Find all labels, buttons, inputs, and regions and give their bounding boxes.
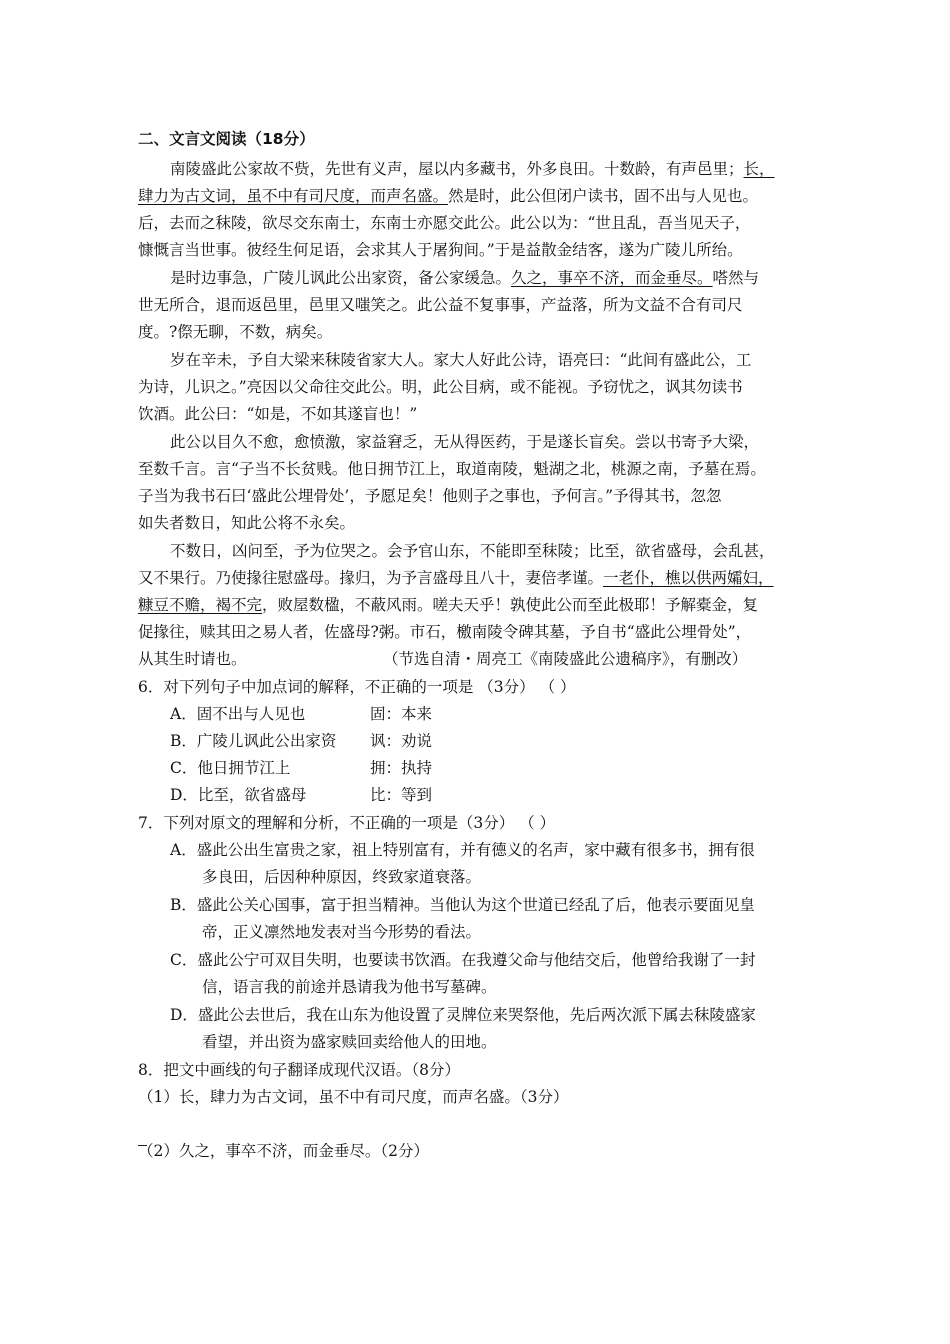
passage-line: 如失者数日，知此公将不永矣。 [138, 514, 356, 532]
q6-option-c-gloss: 拥：执持 [370, 759, 433, 777]
passage-line: 岁在辛未，予自大梁来秣陵省家大人。家大人好此公诗，语亮曰：“此间有盛此公，工 [170, 351, 752, 369]
passage-line: 后，去而之秣陵，欲尽交东南士，东南士亦愿交此公。此公以为：“世且乱，吾当见天子， [138, 214, 751, 232]
underlined-sentence: 糠豆不赡，褐不完 [138, 596, 263, 614]
passage-line: 肆力为古文词，虽不中有司尺度，而声名盛。然是时，此公但闭户读书，固不出与人见也。 [138, 187, 759, 205]
underlined-sentence: 一老仆，樵以供两孀妇， [603, 569, 774, 587]
q6-option-d: D．比至，欲省盛母 [170, 786, 307, 804]
passage-line: 世无所合，退而返邑里，邑里又嗤笑之。此公益不复事事，产益落，所为文益不合有司尺 [138, 296, 743, 314]
q6-option-c: C．他日拥节江上 [170, 759, 291, 777]
question-6-stem: 6．对下列句子中加点词的解释，不正确的一项是 （3分） （ ） [138, 678, 576, 696]
passage-line: 至数千言。言“子当不长贫贱。他日拥节江上，取道南陵，魁湖之北，桃源之南，予墓在焉。 [138, 460, 766, 478]
passage-source: （节选自清・周亮工《南陵盛此公遗稿序》，有删改） [383, 650, 748, 668]
q7-option-b-cont: 帝，正义凛然地发表对当今形势的看法。 [202, 923, 482, 941]
q7-option-b: B．盛此公关心国事，富于担当精神。当他认为这个世道已经乱了后，他表示要面见皇 [170, 896, 755, 914]
q6-option-a: A．固不出与人见也 [170, 705, 306, 723]
passage-line: 糠豆不赡，褐不完，败屋数楹，不蔽风雨。嗟夫天乎！孰使此公而至此极耶！予解橐金，复 [138, 596, 759, 614]
q7-option-a-cont: 多良田，后因种种原因，终致家道衰落。 [202, 868, 482, 886]
q7-option-c-cont: 信，语言我的前途并恳请我为他书写墓碑。 [202, 978, 497, 996]
passage-line: 此公以目久不愈，愈愤激，家益窘乏，无从得医药，于是遂长盲矣。尝以书寄予大梁， [170, 433, 760, 451]
q8-item-2: （2）久之，事卒不济，而金垂尽。（2分） [138, 1142, 429, 1160]
q7-option-a: A．盛此公出生富贵之家，祖上特别富有，并有德义的名声，家中藏有很多书，拥有很 [170, 841, 755, 859]
passage-line: 饮酒。此公曰：“如是，不如其遂盲也！” [138, 405, 418, 423]
passage-line: 子当为我书石曰‘盛此公埋骨处’，予愿足矣！他则子之事也，予何言。”予得其书，忽忽 [138, 487, 722, 505]
q7-option-d: D．盛此公去世后，我在山东为他设置了灵牌位来哭祭他，先后两次派下属去秣陵盛家 [170, 1006, 756, 1024]
question-8-stem: 8．把文中画线的句子翻译成现代汉语。（8分） [138, 1061, 460, 1079]
q6-option-b: B．广陵儿讽此公出家资 [170, 732, 337, 750]
passage-line: 是时边事急，广陵儿讽此公出家资，备公家缓急。久之，事卒不济，而金垂尽。嗒然与 [170, 269, 760, 287]
passage-line: 促掾往，赎其田之易人者，佐盛母?粥。市石，檄南陵令碑其墓，予自书“盛此公埋骨处”， [138, 623, 752, 641]
passage-line: 从其生时请也。 [138, 650, 247, 668]
passage-line: 为诗，儿识之。”亮因以父命往交此公。明，此公目病，或不能视。予窃忧之，讽其勿读书 [138, 378, 743, 396]
q7-option-d-cont: 看望，并出资为盛家赎回卖给他人的田地。 [202, 1033, 497, 1051]
passage-line: 南陵盛此公家故不赀，先世有义声，屋以内多藏书，外多良田。十数龄，有声邑里；长， [170, 160, 775, 178]
underlined-sentence: 肆力为古文词，虽不中有司尺度，而声名盛。 [138, 187, 449, 205]
q6-option-a-gloss: 固：本来 [370, 705, 433, 723]
q7-option-c: C．盛此公宁可双目失明，也要读书饮酒。在我遵父命与他结交后，他曾给我谢了一封 [170, 951, 756, 969]
passage-line: 不数日，凶问至，予为位哭之。会予官山东，不能即至秣陵；比至，欲省盛母，会乱甚， [170, 542, 775, 560]
underlined-sentence: 长， [743, 160, 775, 178]
passage-line: 又不果行。乃使掾往慰盛母。掾归，为予言盛母且八十，妻倍孝谨。一老仆，樵以供两孀妇， [138, 569, 774, 587]
q8-item-1: （1）长，肆力为古文词，虽不中有司尺度，而声名盛。（3分） [138, 1088, 569, 1106]
passage-line: 度。?傺无聊，不数，病矣。 [138, 323, 333, 341]
passage-line: 慷慨言当世事。彼经生何足语，会求其人于屠狗间。”于是益散金结客，遂为广陵儿所绐。 [138, 241, 743, 259]
q6-option-b-gloss: 讽：劝说 [370, 732, 433, 750]
section-title: 二、文言文阅读（18分） [138, 130, 315, 148]
underlined-sentence: 久之，事卒不济，而金垂尽。 [511, 269, 713, 287]
q6-option-d-gloss: 比：等到 [370, 786, 433, 804]
question-7-stem: 7．下列对原文的理解和分析，不正确的一项是（3分） （ ） [138, 814, 556, 832]
